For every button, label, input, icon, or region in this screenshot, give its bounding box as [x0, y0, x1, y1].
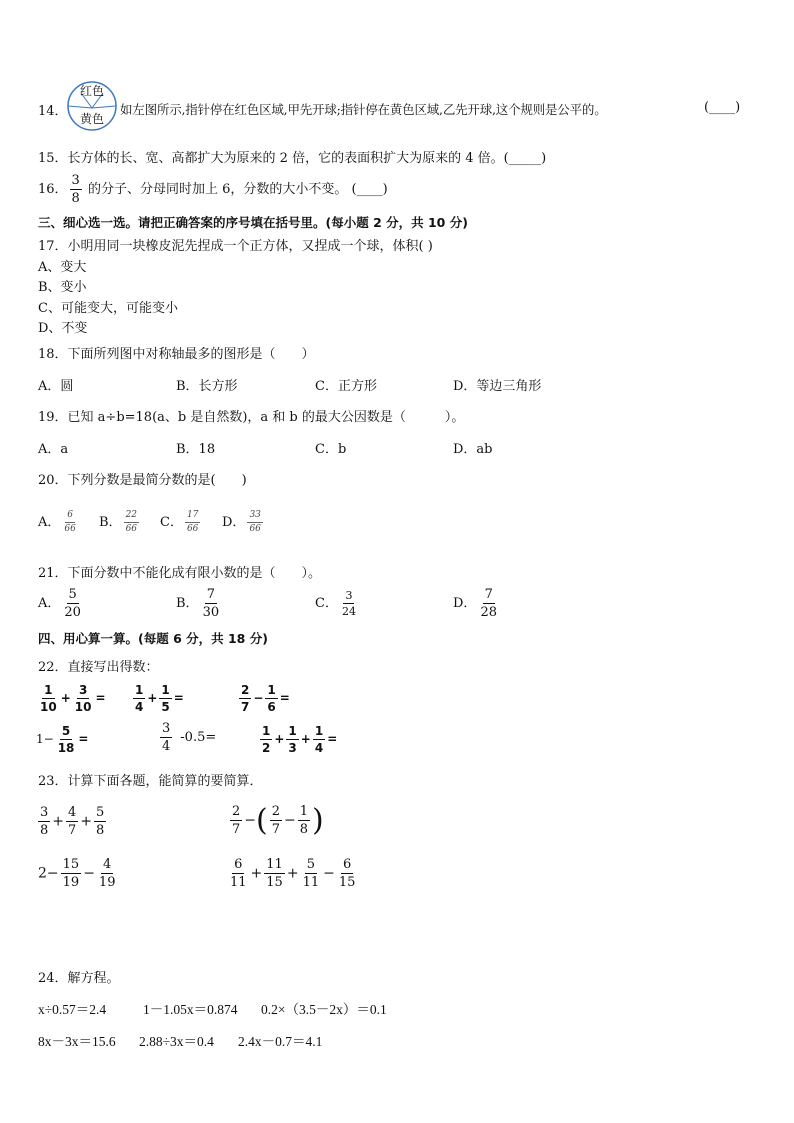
numerator: 3 — [71, 173, 80, 188]
denominator: 11 — [302, 875, 320, 890]
operator: = — [78, 732, 89, 746]
operator: = — [279, 691, 290, 705]
fraction — [66, 806, 78, 837]
denominator: 66 — [125, 524, 138, 534]
fraction — [337, 858, 358, 889]
operand: 1− — [36, 732, 54, 746]
denominator: 10 — [40, 700, 57, 714]
numerator: 17 — [185, 511, 200, 523]
fraction — [247, 511, 262, 534]
fraction — [73, 684, 94, 713]
numerator: 1 — [314, 724, 324, 738]
denominator: 7 — [232, 822, 241, 837]
denominator: 8 — [96, 823, 105, 838]
q18-stem: 18．下面所列图中对称轴最多的图形是（ ） — [38, 347, 315, 362]
numerator: 33 — [247, 511, 262, 523]
fraction — [94, 806, 106, 837]
denominator: 7 — [241, 700, 250, 714]
q22-expr-4 — [36, 725, 88, 754]
fraction — [239, 684, 251, 713]
numerator: 6 — [234, 857, 243, 872]
numerator: 2 — [241, 683, 250, 697]
q17-option-d[interactable]: D、不变 — [38, 321, 88, 336]
numerator: 11 — [266, 857, 283, 872]
operand: -0.5= — [180, 730, 217, 745]
fraction — [62, 511, 77, 534]
q19-option-a[interactable]: A．a — [38, 442, 69, 457]
fraction — [478, 588, 499, 619]
fraction — [133, 684, 145, 713]
denominator: 2 — [262, 741, 271, 755]
denominator: 3 — [288, 741, 297, 755]
denominator: 15 — [266, 875, 283, 890]
denominator: 18 — [57, 741, 75, 755]
operator: + — [60, 691, 71, 705]
numerator: 5 — [306, 857, 315, 872]
spinner-label-red: 红色 — [80, 84, 105, 98]
option-letter: B． — [99, 515, 122, 530]
denominator: 19 — [98, 875, 116, 890]
numerator: 7 — [484, 587, 493, 602]
q18-option-b[interactable]: B．长方形 — [176, 379, 238, 394]
q16-fraction — [70, 174, 82, 205]
q22-expr-6 — [258, 725, 337, 754]
denominator: 8 — [40, 823, 49, 838]
q19-option-c[interactable]: C．b — [315, 442, 347, 457]
denominator: 8 — [299, 822, 309, 837]
q16-number: 16． — [38, 182, 68, 197]
fraction — [264, 858, 285, 889]
fraction — [313, 725, 325, 754]
operator: − — [253, 691, 264, 705]
q24-equation-6: 2.4x－0.7＝4.1 — [238, 1034, 323, 1049]
denominator: 20 — [64, 605, 81, 620]
operator: + — [274, 732, 285, 746]
operator: − — [323, 865, 335, 882]
operator: + — [147, 691, 158, 705]
option-letter: C． — [160, 515, 183, 530]
denominator: 66 — [249, 524, 261, 534]
q22-expr-3 — [237, 684, 290, 713]
option-letter: B． — [176, 596, 199, 611]
denominator: 28 — [480, 605, 497, 620]
numerator: 1 — [262, 724, 271, 738]
denominator: 4 — [162, 739, 171, 754]
q23-expr-1 — [36, 806, 108, 837]
numerator: 2 — [232, 804, 241, 819]
option-letter: A． — [38, 596, 61, 611]
denominator: 10 — [74, 700, 92, 714]
fraction — [160, 722, 172, 753]
numerator: 6 — [65, 511, 75, 523]
q20-stem: 20．下列分数是最简分数的是( ) — [38, 473, 247, 488]
fraction — [159, 684, 171, 713]
denominator: 19 — [62, 875, 80, 890]
q16 — [38, 174, 388, 205]
fraction — [201, 588, 222, 619]
fraction — [97, 858, 118, 889]
numerator: 3 — [162, 721, 171, 736]
denominator: 11 — [230, 875, 247, 890]
q23-expr-3 — [38, 858, 119, 889]
q15-text: 15．长方体的长、宽、高都扩大为原来的 2 倍，它的表面积扩大为原来的 4 倍。(_____) — [38, 151, 547, 166]
q23-expr-2 — [228, 803, 324, 838]
q22-expr-2 — [131, 684, 184, 713]
q21-option-b[interactable] — [176, 588, 223, 619]
operator: + — [300, 732, 311, 746]
numerator: 7 — [206, 587, 215, 602]
operator: − — [244, 812, 257, 829]
fraction — [270, 805, 282, 836]
fraction — [340, 590, 358, 617]
q20-option-b[interactable] — [99, 511, 141, 534]
operator: + — [250, 865, 263, 882]
q17-option-c[interactable]: C、可能变大，可能变小 — [38, 301, 178, 316]
q19-option-d[interactable]: D．ab — [453, 442, 493, 457]
numerator: 4 — [103, 857, 112, 872]
denominator: 30 — [202, 605, 220, 620]
q21-option-c[interactable] — [315, 590, 360, 617]
fraction — [301, 858, 322, 889]
q18-option-c[interactable]: C．正方形 — [315, 379, 377, 394]
denominator: 66 — [186, 524, 199, 534]
numerator: 1 — [161, 683, 170, 697]
numerator: 15 — [62, 857, 80, 872]
option-letter: D． — [222, 515, 246, 530]
section-3-heading: 三、细心选一选。请把正确答案的序号填在括号里。(每小题 2 分，共 10 分) — [38, 215, 468, 230]
operator: + — [80, 813, 93, 830]
q14-text: 如左图所示,指针停在红色区域,甲先开球;指针停在黄色区域,乙先开球,这个规则是公平的。 — [120, 102, 607, 117]
q20-option-d[interactable] — [222, 511, 265, 534]
q19-stem: 19．已知 a÷b=18(a、b 是自然数)，a 和 b 的最大公因数是（ ）。 — [38, 410, 465, 425]
denominator: 66 — [64, 524, 76, 534]
numerator: 1 — [44, 683, 53, 697]
numerator: 1 — [267, 683, 276, 697]
q21-option-a[interactable] — [38, 588, 85, 619]
fraction — [298, 805, 310, 836]
option-letter: A． — [38, 515, 61, 530]
fraction — [185, 511, 200, 534]
fraction — [265, 684, 277, 713]
q23-stem: 23．计算下面各题，能简算的要简算． — [38, 774, 263, 789]
option-letter: D． — [453, 596, 477, 611]
denominator: 6 — [267, 700, 276, 714]
fraction — [56, 725, 77, 754]
fraction — [230, 805, 242, 836]
operand: 2− — [38, 865, 59, 882]
numerator: 6 — [342, 857, 352, 872]
fraction — [124, 511, 139, 534]
operator: = — [95, 691, 106, 705]
numerator: 3 — [78, 683, 88, 697]
fraction — [260, 725, 272, 754]
q14-number: 14． — [38, 104, 68, 119]
fraction — [286, 725, 298, 754]
q22-expr-5 — [158, 722, 216, 753]
q18-option-d[interactable]: D．等边三角形 — [453, 379, 542, 394]
q20-option-a[interactable] — [38, 511, 80, 534]
fraction — [38, 806, 50, 837]
operator: + — [52, 813, 65, 830]
q17-option-b[interactable]: B、变小 — [38, 280, 87, 295]
q21-option-d[interactable] — [453, 588, 501, 619]
numerator: 2 — [271, 804, 281, 819]
numerator: 5 — [96, 805, 105, 820]
q14-blank[interactable]: (____) — [704, 100, 741, 115]
numerator: 5 — [61, 724, 71, 738]
q17-stem: 17．小明用同一块橡皮泥先捏成一个正方体，又捏成一个球，体积( ) — [38, 239, 433, 254]
q21-stem: 21．下面分数中不能化成有限小数的是（ ）。 — [38, 566, 322, 581]
denominator: 7 — [271, 822, 281, 837]
numerator: 1 — [299, 804, 309, 819]
q16-text: 的分子、分母同时加上 6，分数的大小不变。 (____) — [87, 182, 388, 197]
operator: = — [327, 732, 338, 746]
denominator: 4 — [314, 741, 324, 755]
numerator: 4 — [68, 805, 77, 820]
q24-equation-5: 2.88÷3x＝0.4 — [139, 1034, 214, 1049]
q20-option-c[interactable] — [160, 511, 202, 534]
denominator: 24 — [341, 605, 356, 618]
numerator: 3 — [40, 805, 49, 820]
q24-equation-3: 0.2×（3.5－2x）＝0.1 — [261, 1002, 387, 1017]
numerator: 22 — [124, 511, 139, 523]
option-letter: C． — [315, 596, 338, 611]
left-paren-icon: ( — [256, 803, 268, 838]
operator: − — [83, 865, 95, 882]
denominator: 15 — [338, 875, 356, 890]
numerator: 1 — [288, 724, 297, 738]
q19-option-b[interactable]: B．18 — [176, 442, 216, 457]
section-4-heading: 四、用心算一算。(每题 6 分，共 18 分) — [38, 631, 268, 646]
q18-option-a[interactable]: A．圆 — [38, 379, 74, 394]
q24-equation-2: 1－1.05x＝0.874 — [143, 1002, 238, 1017]
fraction — [38, 684, 59, 713]
q23-expr-4 — [226, 858, 359, 889]
q24-stem: 24．解方程。 — [38, 971, 120, 986]
operator: − — [284, 812, 296, 829]
spinner-label-yellow: 黄色 — [80, 112, 105, 126]
q17-option-a[interactable]: A、变大 — [38, 260, 87, 275]
right-paren-icon: ) — [312, 803, 324, 838]
fraction — [62, 588, 83, 619]
numerator: 1 — [135, 683, 144, 697]
q22-stem: 22．直接写出得数： — [38, 660, 159, 675]
numerator: 3 — [345, 589, 353, 602]
numerator: 5 — [68, 587, 77, 602]
denominator: 8 — [71, 191, 80, 206]
q24-equation-1: x÷0.57＝2.4 — [38, 1002, 107, 1017]
operator: = — [173, 691, 184, 705]
denominator: 5 — [161, 700, 170, 714]
fraction — [228, 858, 249, 889]
operator: + — [286, 865, 299, 882]
denominator: 4 — [135, 700, 144, 714]
fraction — [61, 858, 82, 889]
q22-expr-1 — [36, 684, 106, 713]
q24-equation-4: 8x－3x＝15.6 — [38, 1034, 116, 1049]
denominator: 7 — [68, 823, 77, 838]
